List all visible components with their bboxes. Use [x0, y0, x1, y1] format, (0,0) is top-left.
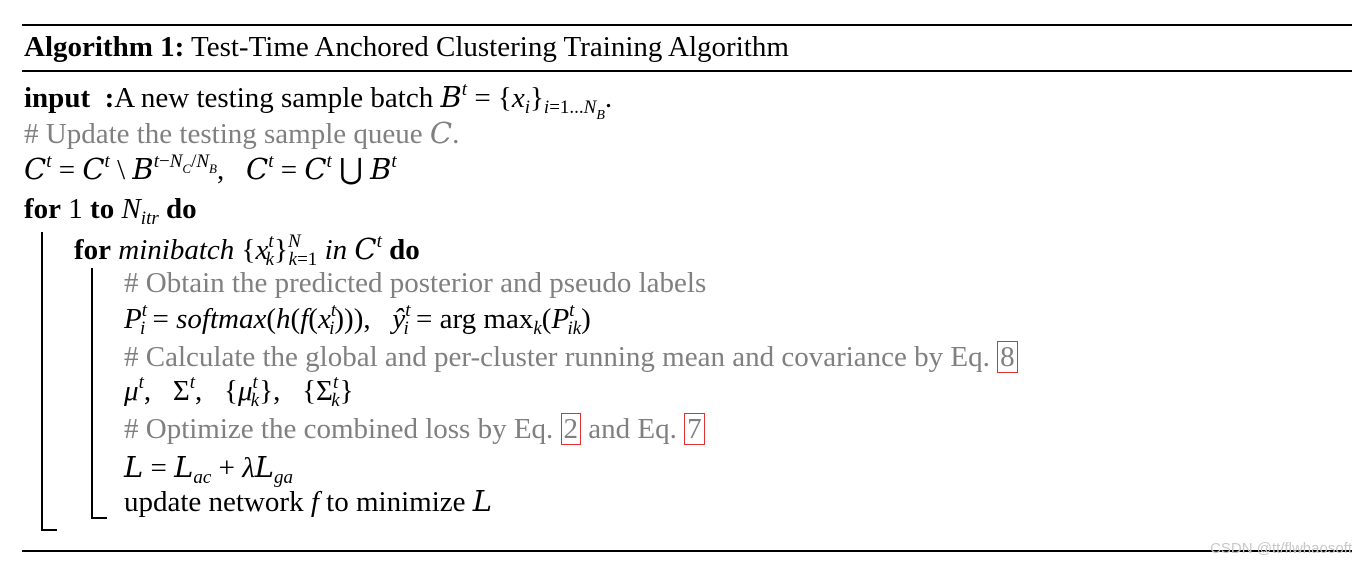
- queue-formula: $C^t = C^t$ \ $B^{t-N_C/N_B}$, $C^t = C^t$ ⋃ $B^t$: [24, 151, 397, 186]
- update-line: update network f to minimize L: [124, 484, 493, 518]
- top-rule: [22, 24, 1352, 26]
- posterior-formula: $P^t_i$ = $softmax(h(f(x^t_i)))$, $ŷ^t_i$ = arg $\max_k(P^t_{ik})$: [124, 300, 591, 339]
- outer-loop-bar: [41, 232, 43, 530]
- comment-loss: # Optimize the combined loss by Eq. 2 and Eq. 7: [124, 412, 705, 446]
- comment-running-mean: # Calculate the global and per-cluster running mean and covariance by Eq. 8: [124, 340, 1018, 374]
- batch-formula: $B^t = \{x_i\}_{i=1...N_B}$.: [440, 79, 613, 123]
- eq-ref-8[interactable]: 8: [997, 341, 1018, 373]
- header-rule: [22, 70, 1352, 72]
- input-keyword: input: [24, 82, 91, 114]
- input-text: A new testing sample batch: [114, 82, 434, 114]
- loss-formula: $L = L_{ac} + \lambda L_{ga}$: [124, 450, 294, 488]
- algorithm-label: Algorithm 1:: [24, 31, 185, 63]
- inner-for-line: for minibatch $\{x^t_k\}^N_{k=1}$ in $C^t$ do: [74, 231, 420, 270]
- eq-ref-2[interactable]: 2: [561, 413, 582, 445]
- comment-update-queue: # Update the testing sample queue C.: [24, 116, 460, 150]
- comment-posterior: # Obtain the predicted posterior and pseudo labels: [124, 267, 707, 299]
- outer-loop-foot: [41, 529, 57, 531]
- outer-for-line: for 1 to $N_{itr}$ do: [24, 193, 197, 229]
- eq-ref-7[interactable]: 7: [684, 413, 705, 445]
- watermark: CSDN @tt/flwhaosoft: [1210, 540, 1352, 557]
- algorithm-header: [24, 30, 789, 64]
- bottom-rule: [22, 550, 1352, 552]
- inner-loop-foot: [91, 517, 107, 519]
- input-line: [24, 79, 613, 123]
- stats-formula: $\mu^t$, $\Sigma^t$, $\{\mu^t_k\}$, $\{\Sigma^t_k\}$: [124, 372, 354, 411]
- input-colon: :: [104, 82, 115, 114]
- algorithm-title: Test-Time Anchored Clustering Training Algorithm: [191, 31, 789, 63]
- inner-loop-bar: [91, 268, 93, 518]
